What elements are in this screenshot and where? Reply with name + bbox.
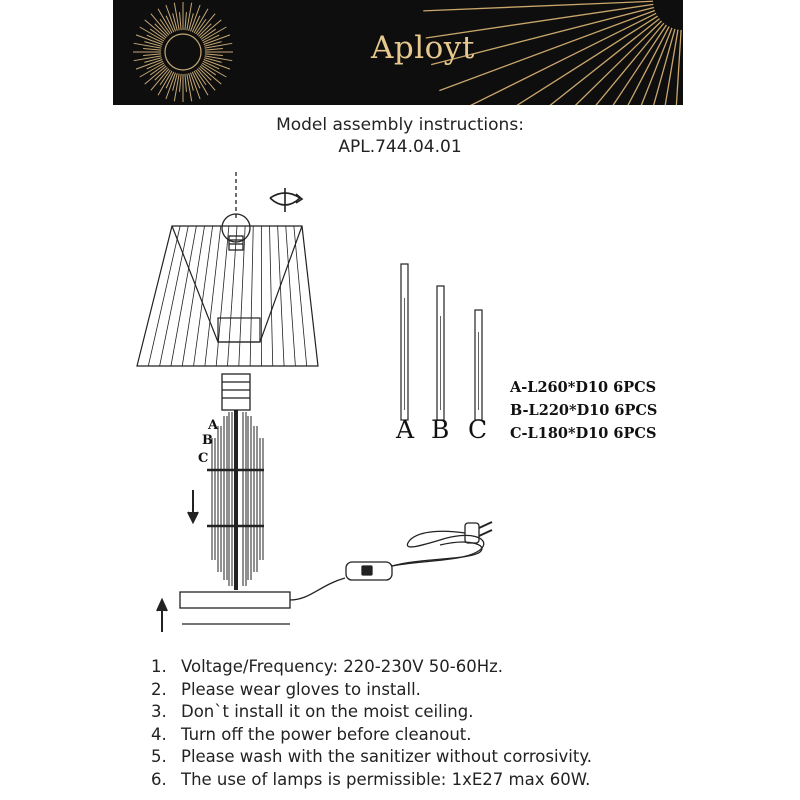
list-item — [151, 724, 592, 747]
instruction-notes — [151, 656, 592, 791]
plug-icon — [465, 523, 479, 543]
note-text: Voltage/Frequency: 220-230V 50-60Hz. — [181, 657, 504, 676]
note-text: Please wash with the sanitizer without corrosivity. — [181, 747, 593, 766]
rod-spec: A-L260*D10 6PCS — [510, 379, 657, 396]
note-number: 6. — [151, 769, 167, 789]
up-arrow-icon — [157, 600, 167, 632]
note-number: 1. — [151, 657, 167, 676]
lamp-body — [207, 410, 264, 590]
note-text: The use of lamps is permissible: 1xE27 max 60W. — [181, 769, 591, 789]
list-item — [151, 679, 592, 702]
note-number: 2. — [151, 679, 167, 699]
base-label-a: A — [208, 418, 219, 433]
lamp-base — [180, 592, 290, 624]
rod-spec-list — [510, 376, 657, 445]
down-arrow-icon — [188, 490, 198, 522]
rod-spec: C-L180*D10 6PCS — [510, 425, 657, 442]
note-number: 5. — [151, 747, 167, 766]
brand-logo: Aployt — [371, 30, 475, 66]
lampshade — [137, 226, 318, 366]
rod-spec: B-L220*D10 6PCS — [510, 402, 658, 419]
note-number: 3. — [151, 702, 167, 721]
list-item — [151, 769, 592, 792]
list-item — [151, 746, 592, 769]
title-line: Model assembly instructions: — [276, 115, 524, 135]
power-cord — [290, 522, 492, 600]
rod-letter-c: C — [468, 415, 488, 444]
note-text: Please wear gloves to install. — [181, 679, 421, 699]
rod-letter-a: A — [396, 415, 415, 444]
rotate-arrow-icon — [270, 188, 302, 212]
rod-letter-b: B — [431, 415, 450, 444]
lamp-socket — [222, 374, 250, 410]
base-label-c: C — [198, 451, 209, 466]
base-label-b: B — [202, 433, 213, 448]
model-number: APL.744.04.01 — [338, 137, 462, 157]
list-item — [151, 701, 592, 724]
note-number: 4. — [151, 724, 167, 744]
note-text: Turn off the power before cleanout. — [181, 724, 472, 744]
note-text: Don`t install it on the moist ceiling. — [181, 702, 474, 721]
rod-parts — [401, 264, 482, 420]
list-item — [151, 656, 592, 679]
